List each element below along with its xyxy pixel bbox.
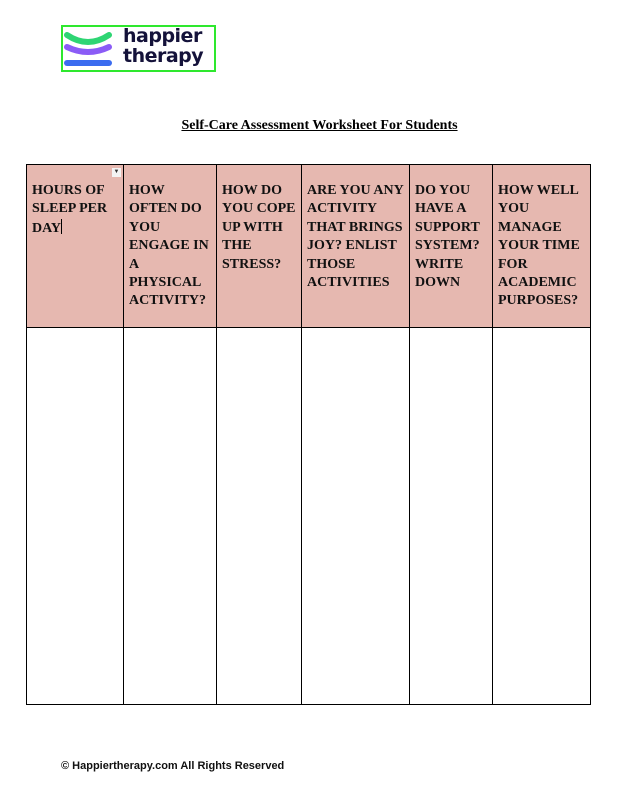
header-cell-stress[interactable]: HOW DO YOU COPE UP WITH THE STRESS? [217, 165, 302, 328]
logo-waves-icon [63, 27, 118, 71]
answer-cell[interactable] [493, 328, 591, 705]
assessment-table [26, 164, 591, 705]
header-row [27, 165, 591, 328]
answer-cell[interactable] [302, 328, 410, 705]
answer-row [27, 328, 591, 705]
text-cursor [61, 219, 62, 234]
answer-cell[interactable] [27, 328, 124, 705]
footer-copyright: © Happiertherapy.com All Rights Reserved [61, 760, 285, 772]
happier-therapy-logo [61, 25, 216, 72]
logo-text-therapy: therapy [123, 45, 204, 67]
header-cell-sleep[interactable] [27, 165, 124, 328]
answer-cell[interactable] [217, 328, 302, 705]
answer-cell[interactable] [124, 328, 217, 705]
header-cell-support-system[interactable]: DO YOU HAVE A SUPPORT SYSTEM? WRITE DOWN [410, 165, 493, 328]
answer-cell[interactable] [410, 328, 493, 705]
dropdown-arrow-icon[interactable]: ▼ [113, 169, 120, 175]
header-cell-time-management[interactable]: HOW WELL YOU MANAGE YOUR TIME FOR ACADEMIC PURPOSES? [493, 165, 591, 328]
header-cell-joy-activities[interactable]: ARE YOU ANY ACTIVITY THAT BRINGS JOY? ENLIST THOSE ACTIVITIES [302, 165, 410, 328]
page-title: Self-Care Assessment Worksheet For Students [181, 118, 458, 133]
logo-text-happier: happier [123, 25, 202, 47]
header-cell-physical-activity[interactable]: HOW OFTEN DO YOU ENGAGE IN A PHYSICAL ACTIVITY? [124, 165, 217, 328]
header-text: HOURS OF SLEEP PER DAY [32, 183, 108, 236]
